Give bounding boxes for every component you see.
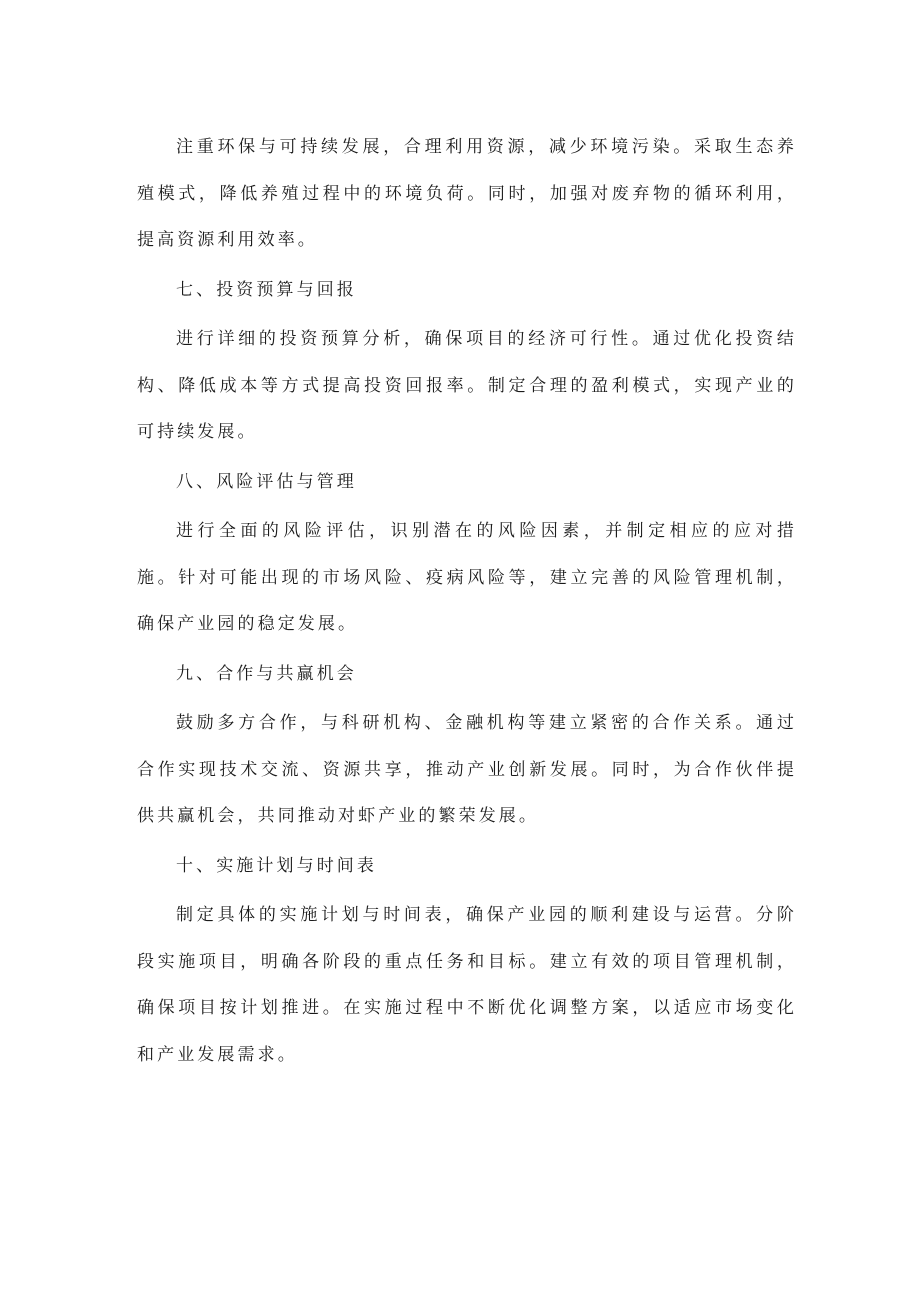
paragraph-risk-management: 进行全面的风险评估，识别潜在的风险因素，并制定相应的应对措施。针对可能出现的市场风险、疫病风险等，建立完善的风险管理机制，确保产业园的稳定发展。 xyxy=(137,521,797,634)
heading-investment-budget: 七、投资预算与回报 xyxy=(176,279,357,300)
paragraph-cooperation: 鼓励多方合作，与科研机构、金融机构等建立紧密的合作关系。通过合作实现技术交流、资源共享，推动产业创新发展。同时，为合作伙伴提供共赢机会，共同推动对虾产业的繁荣发展。 xyxy=(137,713,797,826)
document-body xyxy=(137,124,797,1078)
heading-risk-management: 八、风险评估与管理 xyxy=(176,471,357,492)
heading-cooperation: 九、合作与共赢机会 xyxy=(176,663,357,684)
paragraph-implementation-plan: 制定具体的实施计划与时间表，确保产业园的顺利建设与运营。分阶段实施项目，明确各阶段的重点任务和目标。建立有效的项目管理机制，确保项目按计划推进。在实施过程中不断优化调整方案，以适应市场变化和产业发展需求。 xyxy=(137,905,797,1065)
paragraph-investment-budget: 进行详细的投资预算分析，确保项目的经济可行性。通过优化投资结构、降低成本等方式提高投资回报率。制定合理的盈利模式，实现产业的可持续发展。 xyxy=(137,329,797,442)
heading-implementation-plan: 十、实施计划与时间表 xyxy=(176,855,377,876)
paragraph-environment: 注重环保与可持续发展，合理利用资源，减少环境污染。采取生态养殖模式，降低养殖过程中的环境负荷。同时，加强对废弃物的循环利用，提高资源利用效率。 xyxy=(137,137,797,250)
